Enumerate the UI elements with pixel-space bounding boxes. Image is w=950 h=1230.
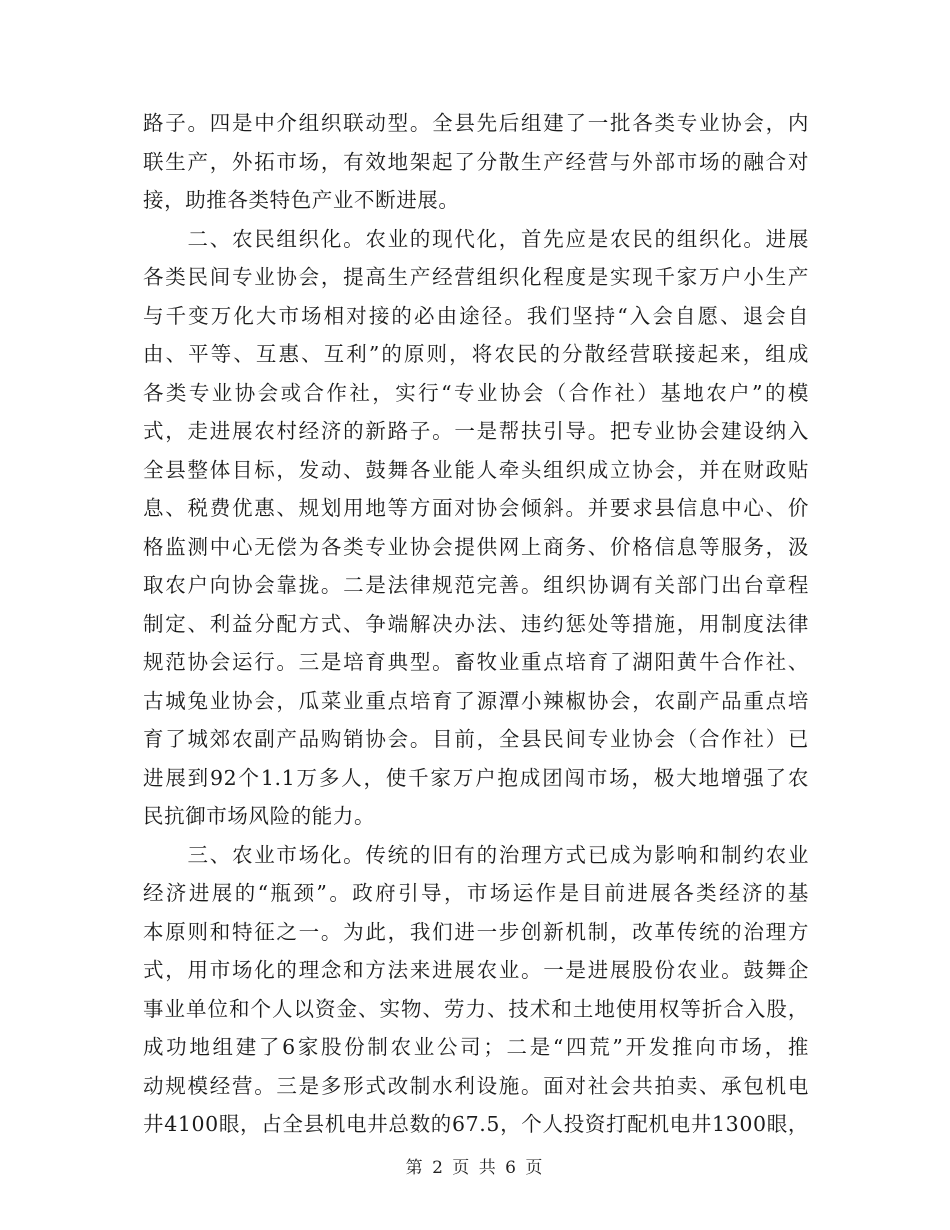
text-line: 古城兔业协会，瓜菜业重点培育了源潭小辣椒协会，农副产品重点培 [143, 688, 809, 713]
page-footer: 第 2 页 共 6 页 [405, 1158, 545, 1178]
text-line: 进展到92个1.1万多人，使千家万户抱成团闯市场，极大地增强了农 [143, 765, 809, 790]
text-line: 事业单位和个人以资金、实物、劳力、技术和土地使用权等折合入股， [143, 996, 809, 1021]
text-line: 二、农民组织化。农业的现代化，首先应是农民的组织化。进展 [143, 226, 809, 251]
text-line: 规范协会运行。三是培育典型。畜牧业重点培育了湖阳黄牛合作社、 [143, 650, 809, 674]
text-line: 成功地组建了6家股份制农业公司；二是“四荒”开发推向市场，推 [143, 1035, 809, 1059]
text-line: 民抗御市场风险的能力。 [143, 804, 376, 828]
text-line: 各类专业协会或合作社，实行“专业协会（合作社）基地农户”的模 [143, 380, 809, 405]
text-line: 取农户向协会靠拢。二是法律规范完善。组织协调有关部门出台章程 [143, 573, 809, 597]
text-line: 三、农业市场化。传统的旧有的治理方式已成为影响和制约农业 [143, 842, 809, 867]
text-line: 接，助推各类特色产业不断进展。 [143, 188, 460, 212]
text-line: 经济进展的“瓶颈”。政府引导，市场运作是目前进展各类经济的基 [143, 881, 809, 905]
text-line: 路子。四是中介组织联动型。全县先后组建了一批各类专业协会，内 [143, 111, 809, 135]
text-line: 各类民间专业协会，提高生产经营组织化程度是实现千家万户小生产 [143, 265, 809, 289]
text-line: 式，用市场化的理念和方法来进展农业。一是进展股份农业。鼓舞企 [143, 958, 809, 982]
text-line: 制定、利益分配方式、争端解决办法、违约惩处等措施，用制度法律 [143, 611, 809, 636]
text-line: 由、平等、互惠、互利”的原则，将农民的分散经营联接起来，组成 [143, 342, 809, 366]
text-line: 动规模经营。三是多形式改制水利设施。面对社会共拍卖、承包机电 [143, 1073, 809, 1098]
text-line: 井4100眼，占全县机电井总数的67.5，个人投资打配机电井1300眼， [143, 1112, 809, 1136]
text-line: 与千变万化大市场相对接的必由途径。我们坚持“入会自愿、退会自 [143, 303, 809, 328]
text-line: 全县整体目标，发动、鼓舞各业能人牵头组织成立协会，并在财政贴 [143, 457, 809, 482]
text-line: 格监测中心无偿为各类专业协会提供网上商务、价格信息等服务，汲 [143, 534, 809, 559]
text-line: 式，走进展农村经济的新路子。一是帮扶引导。把专业协会建设纳入 [143, 419, 809, 443]
body-text [143, 104, 809, 1144]
text-line: 本原则和特征之一。为此，我们进一步创新机制，改革传统的治理方 [143, 919, 809, 944]
text-line: 联生产，外拓市场，有效地架起了分散生产经营与外部市场的融合对 [143, 149, 809, 174]
text-line: 息、税费优惠、规划用地等方面对协会倾斜。并要求县信息中心、价 [143, 496, 809, 520]
text-line: 育了城郊农副产品购销协会。目前，全县民间专业协会（合作社）已 [143, 727, 809, 751]
